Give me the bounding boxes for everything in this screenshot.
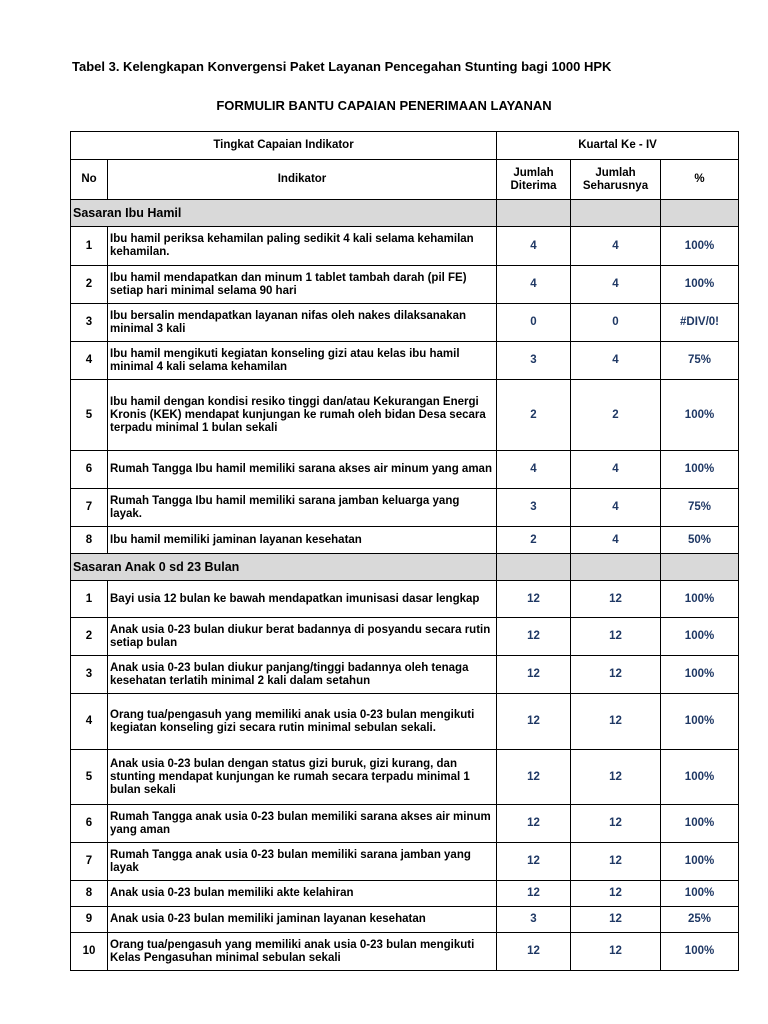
row-indikator: Ibu hamil periksa kehamilan paling sedikit 4 kali selama kehamilan kehamilan.: [108, 227, 497, 266]
row-indikator: Ibu hamil mendapatkan dan minum 1 tablet tambah darah (pil FE) setiap hari minimal selama 90 hari: [108, 266, 497, 304]
row-persen: 100%: [661, 656, 739, 694]
row-diterima: 12: [497, 843, 571, 881]
header-row-top: [71, 132, 739, 160]
row-no: 6: [71, 805, 108, 843]
row-seharusnya: 4: [571, 489, 661, 527]
row-no: 1: [71, 581, 108, 618]
row-no: 8: [71, 881, 108, 907]
header-indikator: Indikator: [108, 160, 497, 200]
table-row: [71, 342, 739, 380]
row-diterima: 4: [497, 227, 571, 266]
row-seharusnya: 12: [571, 933, 661, 971]
row-indikator: Rumah Tangga anak usia 0-23 bulan memiliki sarana jamban yang layak: [108, 843, 497, 881]
header-seharusnya-line1: Jumlah: [595, 166, 636, 179]
row-indikator: Orang tua/pengasuh yang memiliki anak usia 0-23 bulan mengikuti Kelas Pengasuhan minimal sebulan sekali: [108, 933, 497, 971]
section-title: Sasaran Ibu Hamil: [71, 200, 497, 227]
row-persen: 100%: [661, 451, 739, 489]
row-seharusnya: 12: [571, 750, 661, 805]
table-row: [71, 694, 739, 750]
row-seharusnya: 12: [571, 805, 661, 843]
row-diterima: 3: [497, 342, 571, 380]
row-seharusnya: 12: [571, 907, 661, 933]
row-persen: 50%: [661, 527, 739, 554]
row-no: 6: [71, 451, 108, 489]
row-diterima: 12: [497, 805, 571, 843]
row-persen: 100%: [661, 694, 739, 750]
row-persen: 100%: [661, 881, 739, 907]
table-row: [71, 527, 739, 554]
row-diterima: 12: [497, 750, 571, 805]
table-caption: Tabel 3. Kelengkapan Konvergensi Paket Layanan Pencegahan Stunting bagi 1000 HPK: [72, 59, 612, 74]
row-indikator: Anak usia 0-23 bulan dengan status gizi buruk, gizi kurang, dan stunting mendapat kunjungan ke rumah secara terpadu minimal 1 bulan sekali: [108, 750, 497, 805]
row-indikator: Anak usia 0-23 bulan memiliki jaminan layanan kesehatan: [108, 907, 497, 933]
row-indikator: Rumah Tangga Ibu hamil memiliki sarana jamban keluarga yang layak.: [108, 489, 497, 527]
row-diterima: 2: [497, 380, 571, 451]
row-seharusnya: 12: [571, 694, 661, 750]
row-persen: 100%: [661, 843, 739, 881]
row-seharusnya: 12: [571, 581, 661, 618]
row-diterima: 3: [497, 907, 571, 933]
table-row: [71, 304, 739, 342]
row-seharusnya: 4: [571, 266, 661, 304]
row-no: 8: [71, 527, 108, 554]
row-indikator: Bayi usia 12 bulan ke bawah mendapatkan imunisasi dasar lengkap: [108, 581, 497, 618]
row-diterima: 3: [497, 489, 571, 527]
table-row: [71, 750, 739, 805]
table-row: [71, 656, 739, 694]
section-cell-empty: [497, 200, 571, 227]
row-persen: 100%: [661, 618, 739, 656]
indicator-table: [70, 131, 739, 971]
row-no: 10: [71, 933, 108, 971]
row-persen: 100%: [661, 227, 739, 266]
section-cell-empty: [571, 554, 661, 581]
row-diterima: 2: [497, 527, 571, 554]
row-seharusnya: 2: [571, 380, 661, 451]
row-seharusnya: 4: [571, 527, 661, 554]
row-persen: 100%: [661, 581, 739, 618]
header-diterima-line1: Jumlah: [513, 166, 554, 179]
header-seharusnya-line2: Seharusnya: [582, 179, 649, 192]
table-row: [71, 489, 739, 527]
row-no: 9: [71, 907, 108, 933]
row-no: 2: [71, 266, 108, 304]
row-seharusnya: 12: [571, 881, 661, 907]
table-row: [71, 881, 739, 907]
row-no: 5: [71, 750, 108, 805]
section-row: [71, 554, 739, 581]
table-row: [71, 266, 739, 304]
row-indikator: Orang tua/pengasuh yang memiliki anak usia 0-23 bulan mengikuti kegiatan konseling gizi secara rutin minimal sebulan sekali.: [108, 694, 497, 750]
row-indikator: Ibu hamil memiliki jaminan layanan kesehatan: [108, 527, 497, 554]
section-row: [71, 200, 739, 227]
row-persen: 75%: [661, 342, 739, 380]
row-diterima: 0: [497, 304, 571, 342]
section-cell-empty: [661, 200, 739, 227]
row-indikator: Anak usia 0-23 bulan diukur panjang/tinggi badannya oleh tenaga kesehatan terlatih minimal 2 kali dalam setahun: [108, 656, 497, 694]
row-persen: 100%: [661, 380, 739, 451]
row-diterima: 12: [497, 694, 571, 750]
row-persen: #DIV/0!: [661, 304, 739, 342]
row-persen: 100%: [661, 933, 739, 971]
row-diterima: 12: [497, 656, 571, 694]
row-seharusnya: 4: [571, 342, 661, 380]
row-persen: 75%: [661, 489, 739, 527]
row-persen: 25%: [661, 907, 739, 933]
row-no: 7: [71, 489, 108, 527]
row-no: 4: [71, 694, 108, 750]
section-title: Sasaran Anak 0 sd 23 Bulan: [71, 554, 497, 581]
row-seharusnya: 0: [571, 304, 661, 342]
row-no: 5: [71, 380, 108, 451]
row-seharusnya: 4: [571, 227, 661, 266]
header-no: No: [71, 160, 108, 200]
row-diterima: 12: [497, 933, 571, 971]
table-row: [71, 805, 739, 843]
table-row: [71, 907, 739, 933]
row-no: 3: [71, 656, 108, 694]
row-indikator: Ibu bersalin mendapatkan layanan nifas oleh nakes dilaksanakan minimal 3 kali: [108, 304, 497, 342]
row-diterima: 4: [497, 451, 571, 489]
row-diterima: 12: [497, 881, 571, 907]
row-no: 1: [71, 227, 108, 266]
header-row-bottom: [71, 160, 739, 200]
table-row: [71, 843, 739, 881]
table-row: [71, 618, 739, 656]
row-indikator: Anak usia 0-23 bulan diukur berat badannya di posyandu secara rutin setiap bulan: [108, 618, 497, 656]
row-indikator: Rumah Tangga Ibu hamil memiliki sarana akses air minum yang aman: [108, 451, 497, 489]
section-cell-empty: [571, 200, 661, 227]
row-diterima: 12: [497, 618, 571, 656]
header-tingkat: Tingkat Capaian Indikator: [71, 132, 497, 160]
row-persen: 100%: [661, 805, 739, 843]
row-indikator: Ibu hamil mengikuti kegiatan konseling gizi atau kelas ibu hamil minimal 4 kali selama kehamilan: [108, 342, 497, 380]
row-indikator: Anak usia 0-23 bulan memiliki akte kelahiran: [108, 881, 497, 907]
row-no: 3: [71, 304, 108, 342]
row-seharusnya: 12: [571, 656, 661, 694]
table-row: [71, 581, 739, 618]
table-row: [71, 451, 739, 489]
header-seharusnya: [571, 160, 661, 200]
row-indikator: Ibu hamil dengan kondisi resiko tinggi dan/atau Kekurangan Energi Kronis (KEK) mendapat kunjungan ke rumah oleh bidan Desa secara terpadu minimal 1 bulan sekali: [108, 380, 497, 451]
header-diterima-line2: Diterima: [510, 179, 557, 192]
header-kuartal: Kuartal Ke - IV: [497, 132, 739, 160]
section-cell-empty: [661, 554, 739, 581]
row-seharusnya: 12: [571, 843, 661, 881]
row-seharusnya: 12: [571, 618, 661, 656]
row-indikator: Rumah Tangga anak usia 0-23 bulan memiliki sarana akses air minum yang aman: [108, 805, 497, 843]
table-row: [71, 380, 739, 451]
row-persen: 100%: [661, 266, 739, 304]
row-no: 4: [71, 342, 108, 380]
table-row: [71, 227, 739, 266]
row-diterima: 12: [497, 581, 571, 618]
row-no: 2: [71, 618, 108, 656]
header-diterima: [497, 160, 571, 200]
row-no: 7: [71, 843, 108, 881]
row-diterima: 4: [497, 266, 571, 304]
section-cell-empty: [497, 554, 571, 581]
row-seharusnya: 4: [571, 451, 661, 489]
form-title: FORMULIR BANTU CAPAIAN PENERIMAAN LAYANAN: [216, 98, 552, 113]
header-persen: %: [661, 160, 739, 200]
row-persen: 100%: [661, 750, 739, 805]
table-row: [71, 933, 739, 971]
